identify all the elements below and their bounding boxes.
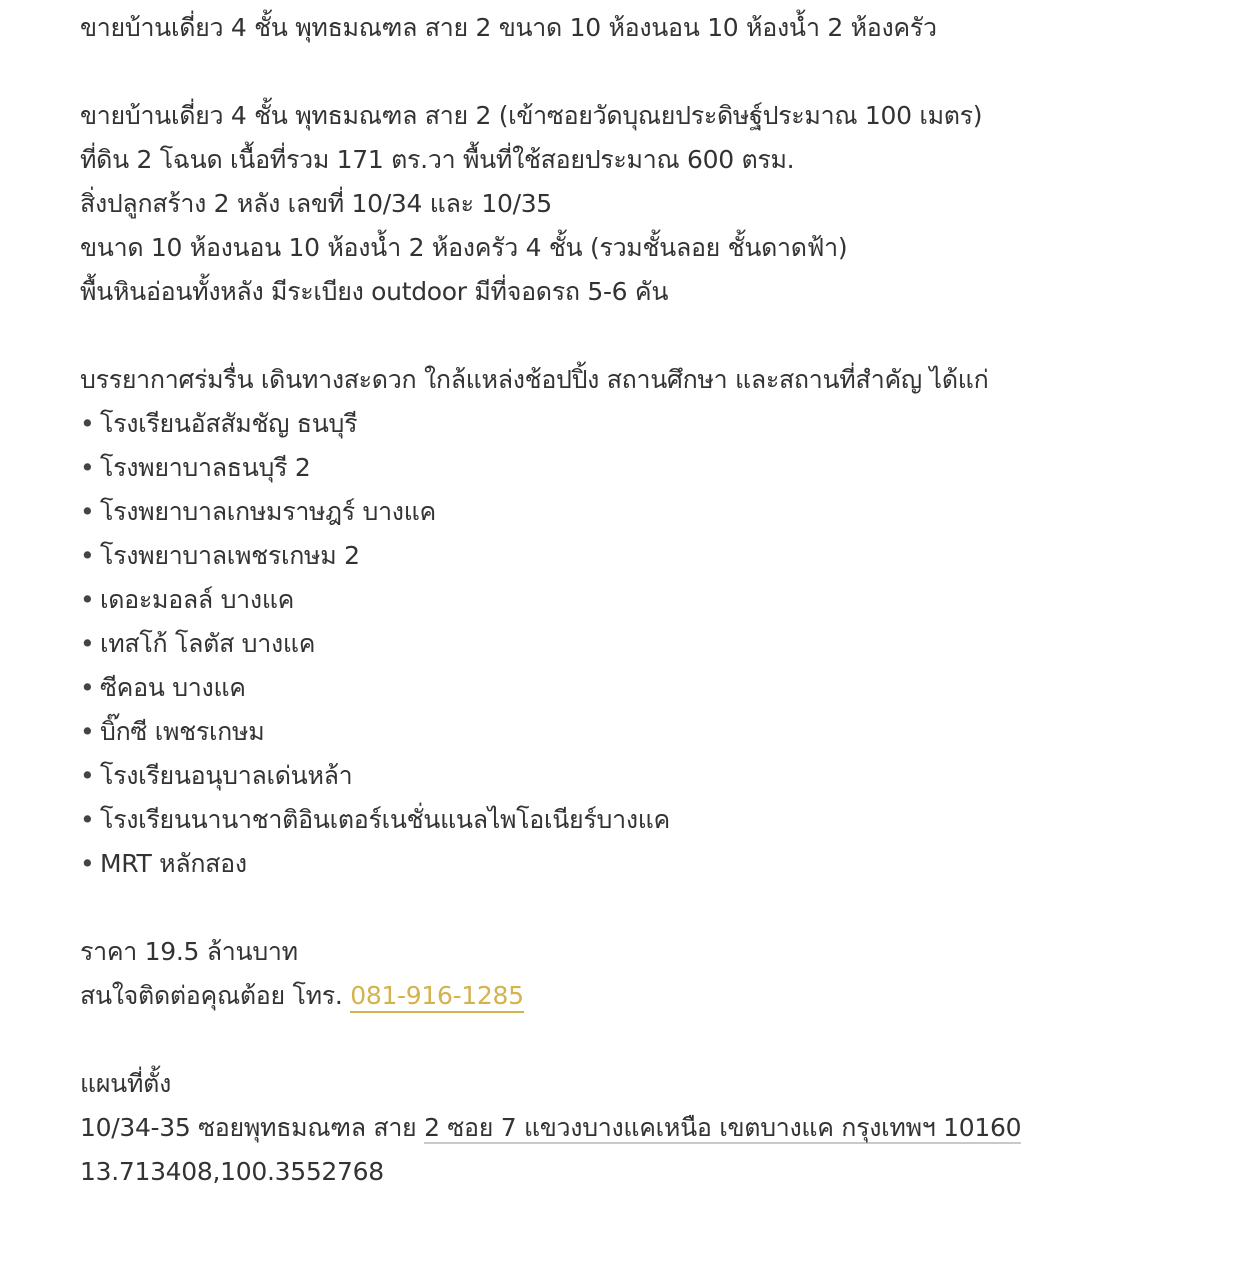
- list-item: • โรงเรียนอนุบาลเด่นหล้า: [80, 754, 1208, 798]
- list-item: • โรงเรียนอัสสัมชัญ ธนบุรี: [80, 402, 1208, 446]
- list-item: • โรงเรียนนานาชาติอินเตอร์เนชั่นแนลไพโอเนียร์บางแค: [80, 798, 1208, 842]
- nearby-list: [80, 402, 1208, 886]
- spacer: [80, 314, 1208, 358]
- detail-line: ที่ดิน 2 โฉนด เนื้อที่รวม 171 ตร.วา พื้นที่ใช้สอยประมาณ 600 ตรม.: [80, 145, 795, 174]
- listing-document: [80, 6, 1208, 1194]
- address-link[interactable]: 2 ซอย 7 แขวงบางแคเหนือ เขตบางแค กรุงเทพฯ 10160: [424, 1113, 1022, 1142]
- contact-prefix: สนใจติดต่อคุณต้อย โทร.: [80, 981, 343, 1010]
- price: ราคา 19.5 ล้านบาท: [80, 937, 298, 966]
- list-item: • ซีคอน บางแค: [80, 666, 1208, 710]
- spacer: [80, 886, 1208, 930]
- bullet-icon: •: [80, 541, 95, 570]
- list-item: • MRT หลักสอง: [80, 842, 1208, 886]
- contact-line: [80, 974, 1208, 1018]
- list-item: • โรงพยาบาลเกษมราษฎร์ บางแค: [80, 490, 1208, 534]
- list-item: • โรงพยาบาลธนบุรี 2: [80, 446, 1208, 490]
- bullet-icon: •: [80, 717, 95, 746]
- bullet-icon: •: [80, 849, 95, 878]
- spacer: [80, 50, 1208, 94]
- address-line: [80, 1106, 1208, 1150]
- detail-line: สิ่งปลูกสร้าง 2 หลัง เลขที่ 10/34 และ 10/35: [80, 189, 552, 218]
- detail-line: ขนาด 10 ห้องนอน 10 ห้องน้ำ 2 ห้องครัว 4 ชั้น (รวมชั้นลอย ชั้นดาดฟ้า): [80, 233, 848, 262]
- bullet-icon: •: [80, 629, 95, 658]
- address-prefix: 10/34-35 ซอยพุทธมณฑล สาย: [80, 1113, 425, 1142]
- list-item: • โรงพยาบาลเพชรเกษม 2: [80, 534, 1208, 578]
- bullet-icon: •: [80, 673, 95, 702]
- location-heading: แผนที่ตั้ง: [80, 1069, 171, 1098]
- list-item: • บิ๊กซี เพชรเกษม: [80, 710, 1208, 754]
- coordinates: 13.713408,100.3552768: [80, 1157, 384, 1186]
- bullet-icon: •: [80, 497, 95, 526]
- bullet-icon: •: [80, 409, 95, 438]
- bullet-icon: •: [80, 805, 95, 834]
- detail-line: ขายบ้านเดี่ยว 4 ชั้น พุทธมณฑล สาย 2 (เข้าซอยวัดบุณยประดิษฐ์ประมาณ 100 เมตร): [80, 101, 983, 130]
- listing-title: ขายบ้านเดี่ยว 4 ชั้น พุทธมณฑล สาย 2 ขนาด 10 ห้องนอน 10 ห้องน้ำ 2 ห้องครัว: [80, 13, 937, 42]
- bullet-icon: •: [80, 585, 95, 614]
- nearby-intro: บรรยากาศร่มรื่น เดินทางสะดวก ใกล้แหล่งช้อปปิ้ง สถานศึกษา และสถานที่สำคัญ ได้แก่: [80, 365, 989, 394]
- bullet-icon: •: [80, 453, 95, 482]
- spacer: [80, 1018, 1208, 1062]
- detail-line: พื้นหินอ่อนทั้งหลัง มีระเบียง outdoor มีที่จอดรถ 5-6 คัน: [80, 277, 669, 306]
- list-item: • เดอะมอลล์ บางแค: [80, 578, 1208, 622]
- list-item: • เทสโก้ โลตัส บางแค: [80, 622, 1208, 666]
- phone-link[interactable]: 081-916-1285: [350, 981, 524, 1013]
- bullet-icon: •: [80, 761, 95, 790]
